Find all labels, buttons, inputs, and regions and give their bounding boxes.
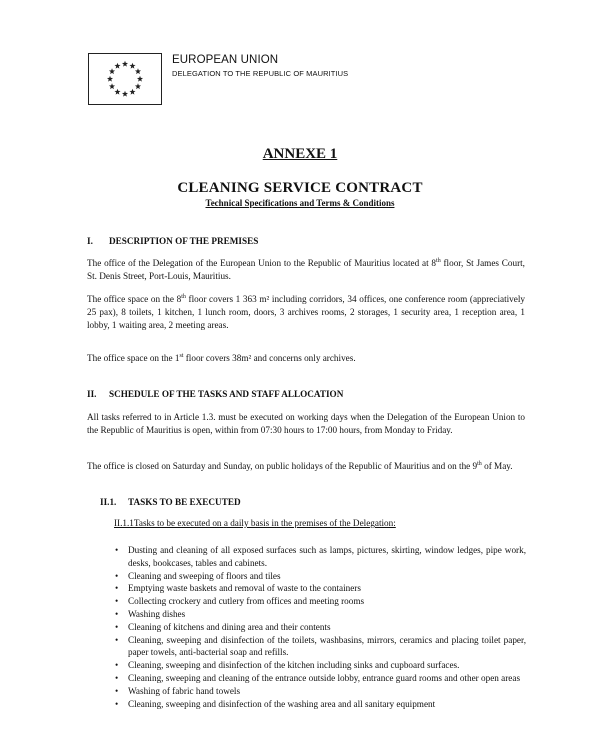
section-1-heading	[87, 236, 258, 246]
star-icon	[129, 89, 135, 95]
text-run: The office space on the 1	[87, 353, 180, 363]
text-run: The office space on the 8	[87, 294, 182, 304]
star-icon	[109, 83, 115, 89]
org-subtitle: DELEGATION TO THE REPUBLIC OF MAURITIUS	[172, 69, 349, 78]
eu-flag-logo	[88, 53, 162, 105]
org-header	[172, 54, 348, 78]
text-run: floor covers 38m² and concerns only archives.	[183, 353, 356, 363]
text-run: The office is closed on Saturday and Sunday, on public holidays of the Republic of Mauritius and on the 9	[87, 461, 478, 471]
section-2-title: SCHEDULE OF THE TASKS AND STAFF ALLOCATION	[109, 389, 344, 399]
superscript: st	[179, 352, 184, 359]
star-icon	[137, 76, 143, 82]
premises-paragraph-2	[87, 293, 525, 331]
task-list-item: • Cleaning, sweeping and disinfection of the toilets, washbasins, mirrors, ceramics and placing toilet paper, paper towels, anti-bacterial soap and refills.	[114, 634, 526, 660]
superscript: th	[477, 460, 482, 467]
premises-paragraph-3	[87, 352, 525, 365]
star-icon	[109, 68, 115, 74]
section-2-1-title: TASKS TO BE EXECUTED	[128, 497, 241, 507]
task-list-item: • Cleaning, sweeping and disinfection of the kitchen including sinks and cupboard surfaces.	[114, 659, 526, 672]
star-icon	[135, 68, 141, 74]
eu-stars-icon	[89, 54, 161, 104]
star-icon	[122, 91, 128, 97]
superscript: th	[181, 293, 186, 300]
section-2-1-heading	[100, 497, 241, 507]
contract-subtitle: Technical Specifications and Terms & Conditions	[205, 198, 395, 208]
task-list-item: • Washing of fabric hand towels	[114, 685, 526, 698]
task-list-item: • Cleaning of kitchens and dining area and their contents	[114, 621, 526, 634]
text-run: The office of the Delegation of the European Union to the Republic of Mauritius located at 8	[87, 258, 437, 268]
task-list-item: • Dusting and cleaning of all exposed surfaces such as lamps, pictures, skirting, window ledges, pipe work, desks, bookcases, tables and cabinets.	[114, 544, 526, 570]
task-list-item: • Collecting crockery and cutlery from offices and meeting rooms	[114, 595, 526, 608]
annexe-title: ANNEXE 1	[262, 146, 338, 162]
section-2-1-number: II.1.	[100, 497, 117, 507]
org-name: EUROPEAN UNION	[172, 54, 279, 66]
section-2-1-1-heading: II.1.1Tasks to be executed on a daily basis in the premises of the Delegation:	[114, 518, 396, 528]
text-run: floor, St James Court, St. Denis Street, Port-Louis, Mauritius.	[87, 258, 525, 281]
star-icon	[122, 61, 128, 67]
schedule-paragraph-1: All tasks referred to in Article 1.3. must be executed on working days when the Delegation of the European Union to the Republic of Mauritius is open, within from 07:30 hours to 17:00 hours, from Monday to Friday.	[87, 412, 525, 435]
star-icon	[114, 63, 120, 69]
superscript: th	[436, 257, 441, 264]
task-list-item: • Cleaning and sweeping of floors and tiles	[114, 570, 526, 583]
star-icon	[114, 89, 120, 95]
section-2-heading	[87, 389, 343, 399]
task-list-item: • Cleaning, sweeping and disinfection of the washing area and all sanitary equipment	[114, 698, 526, 711]
task-list-item: • Washing dishes	[114, 608, 526, 621]
text-run: of May.	[481, 461, 513, 471]
section-2-number: II.	[87, 389, 97, 399]
star-icon	[135, 83, 141, 89]
task-list	[114, 544, 526, 710]
contract-title: CLEANING SERVICE CONTRACT	[177, 180, 423, 196]
premises-paragraph-1	[87, 257, 525, 283]
section-1-title: DESCRIPTION OF THE PREMISES	[109, 236, 259, 246]
star-icon	[129, 63, 135, 69]
section-1-number: I.	[87, 236, 93, 246]
star-icon	[107, 76, 113, 82]
task-list-item: • Emptying waste baskets and removal of waste to the containers	[114, 582, 526, 595]
schedule-paragraph-2	[87, 460, 525, 473]
task-list-item: • Cleaning, sweeping and cleaning of the entrance outside lobby, entrance guard rooms and other open areas	[114, 672, 526, 685]
text-run: floor covers 1 363 m² including corridors, 34 offices, one conference room (appreciatively 25 pax), 8 toilets, 1 kitchen, 1 lunch room, doors, 3 archives rooms, 2 storages, 1 security area, 1 reception area, 1 lobby, 1 waiting area, 2 meeting areas.	[87, 294, 526, 330]
